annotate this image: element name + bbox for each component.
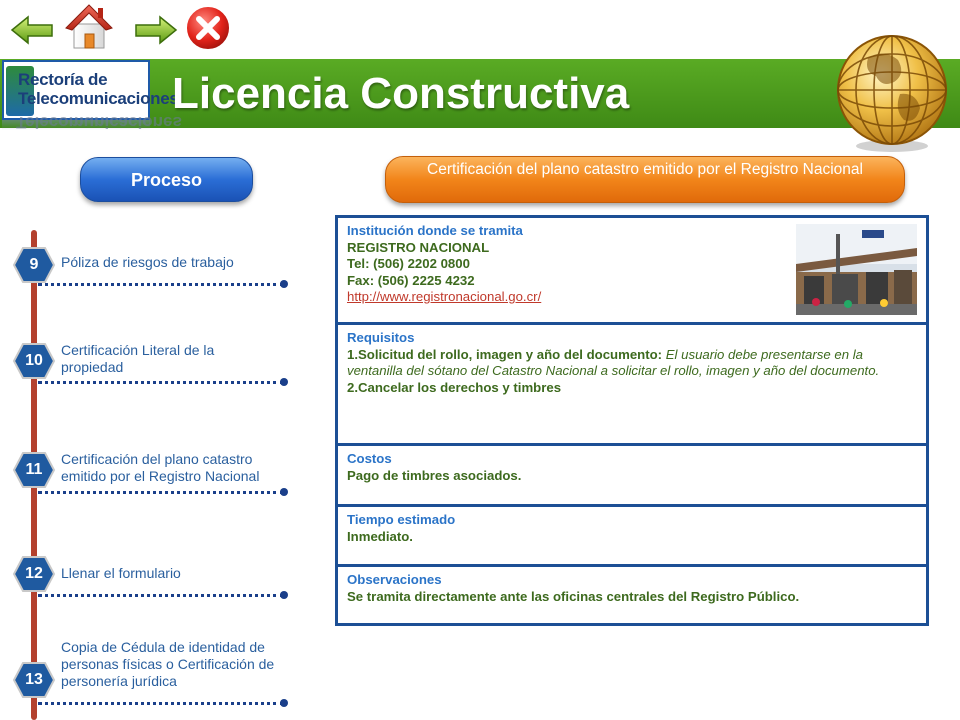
hexagon-icon (13, 662, 55, 698)
step-label: Copia de Cédula de identidad de personas físicas o Certificación de personería jurídica (61, 639, 275, 689)
hexagon-icon (13, 556, 55, 592)
time-text: Inmediato. (347, 528, 413, 544)
time-panel (335, 504, 929, 567)
home-icon (62, 0, 116, 56)
step-dot (280, 488, 288, 496)
arrow-left-icon (8, 0, 58, 56)
hexagon-icon (13, 452, 55, 488)
globe-icon (828, 28, 956, 156)
step-dot (280, 378, 288, 386)
logo-line-2: Telecomunicaciones (18, 89, 179, 108)
logo-reflection-text: Telecomunicaciones (16, 113, 182, 132)
costs-panel (335, 443, 929, 507)
step-dot (280, 699, 288, 707)
step-label: Certificación del plano catastro emitido por el Registro Nacional (61, 451, 260, 484)
step-label: Póliza de riesgos de trabajo (61, 254, 234, 270)
step-number: 11 (25, 461, 43, 478)
logo-line-1: Rectoría de (18, 70, 108, 89)
requirement-1-title: 1.Solicitud del rollo, imagen y año del documento: (347, 346, 663, 362)
requirement-2: 2.Cancelar los derechos y timbres (347, 379, 562, 395)
step-label: Llenar el formulario (61, 565, 181, 581)
home-button[interactable] (62, 0, 116, 56)
institution-link[interactable]: http://www.registronacional.go.cr/ (347, 289, 542, 304)
institution-fax: Fax: (506) 2225 4232 (347, 272, 475, 288)
requirement-1-desc: El usuario debe presentarse en la ventanilla del sótano del Catastro Nacional a solicitar el rollo, imagen y año del documento. (347, 346, 880, 378)
step-number: 10 (25, 352, 43, 369)
hexagon-icon (13, 247, 55, 283)
requirements-heading: Requisitos (347, 330, 415, 345)
step-number: 12 (25, 565, 43, 582)
close-icon (184, 0, 234, 56)
step-divider (38, 702, 284, 705)
observations-text: Se tramita directamente ante las oficinas centrales del Registro Público. (347, 588, 800, 604)
logo-reflection (2, 113, 182, 132)
step-number: 9 (29, 256, 39, 273)
forward-button[interactable] (130, 0, 180, 56)
costs-heading: Costos (347, 451, 392, 466)
back-button[interactable] (8, 0, 58, 56)
arrow-right-icon (130, 0, 180, 56)
step-label: Certificación Literal de la propiedad (61, 342, 215, 375)
hexagon-icon (13, 343, 55, 379)
step-divider (38, 381, 284, 384)
step-dot (280, 591, 288, 599)
close-button[interactable] (184, 0, 234, 56)
requirements-panel (335, 322, 929, 446)
institution-tel: Tel: (506) 2202 0800 (347, 256, 470, 271)
step-number: 13 (25, 671, 43, 688)
costs-text: Pago de timbres asociados. (347, 467, 522, 483)
step-divider (38, 491, 284, 494)
step-divider (38, 283, 284, 286)
step-divider (38, 594, 284, 597)
institution-heading: Institución donde se tramita (347, 223, 523, 238)
building-photo (796, 224, 917, 315)
time-heading: Tiempo estimado (347, 512, 456, 527)
institution-panel (335, 215, 929, 325)
proceso-button[interactable]: Proceso (80, 157, 253, 202)
observations-panel (335, 564, 929, 626)
step-dot (280, 280, 288, 288)
observations-heading: Observaciones (347, 572, 442, 587)
page-title: Licencia Constructiva (172, 69, 630, 118)
section-title: Certificación del plano catastro emitido por el Registro Nacional (385, 156, 905, 203)
logo (2, 60, 179, 120)
institution-name: REGISTRO NACIONAL (347, 239, 490, 255)
